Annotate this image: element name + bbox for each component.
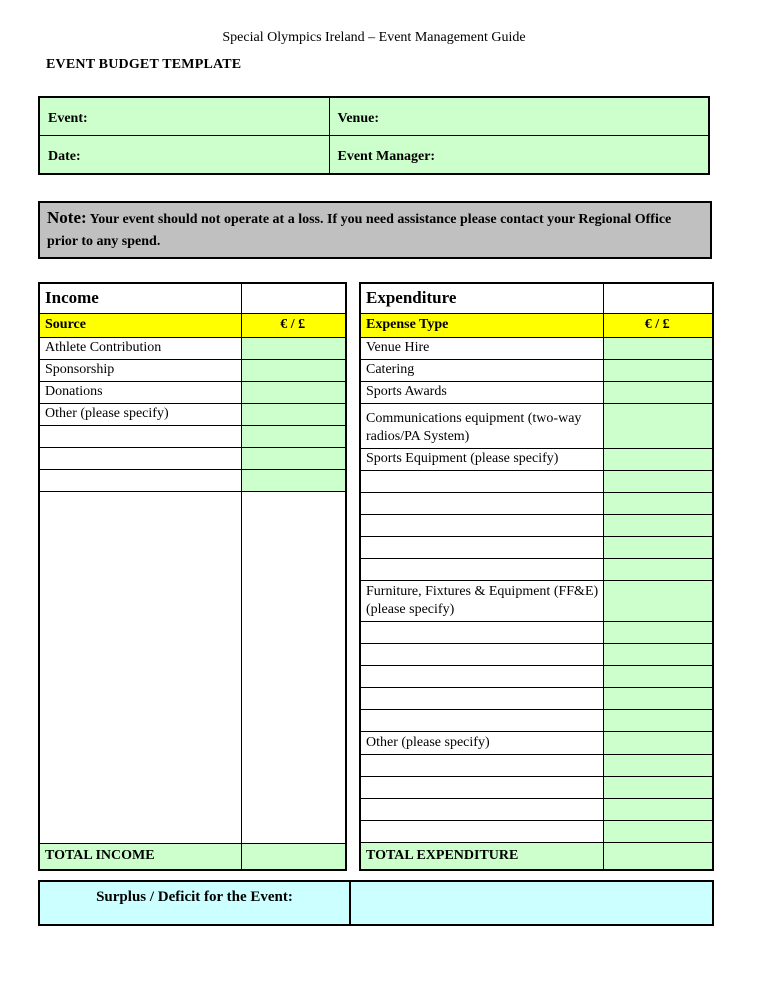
expense-row: [360, 754, 713, 776]
expense-type-cell: Communications equipment (two-way radios/PA System): [360, 404, 603, 448]
expense-type-cell[interactable]: [360, 688, 603, 710]
expenditure-title-spacer-cell: [603, 283, 713, 314]
expense-amount-cell[interactable]: [603, 688, 713, 710]
expense-amount-cell[interactable]: [603, 581, 713, 621]
expense-row: [360, 710, 713, 732]
income-table: [38, 282, 347, 871]
event-field[interactable]: Event:: [39, 97, 329, 136]
expense-amount-cell[interactable]: [603, 492, 713, 514]
expense-type-cell[interactable]: [360, 776, 603, 798]
surplus-deficit-value[interactable]: [351, 882, 712, 924]
income-row: [39, 403, 346, 425]
surplus-deficit-label: Surplus / Deficit for the Event:: [40, 882, 351, 924]
expense-row: [360, 820, 713, 842]
income-blank-amount-cell[interactable]: [241, 491, 346, 843]
income-row: [39, 381, 346, 403]
expense-row: [360, 382, 713, 404]
expense-type-cell: Other (please specify): [360, 732, 603, 754]
note-text: Your event should not operate at a loss. If you need assistance please contact your Regional Office prior to any spend.: [47, 212, 672, 249]
note-prefix: Note:: [47, 208, 87, 227]
expense-row: [360, 492, 713, 514]
expense-type-cell[interactable]: [360, 643, 603, 665]
income-row: [39, 469, 346, 491]
expense-amount-cell[interactable]: [603, 404, 713, 448]
income-blank-label-cell[interactable]: [39, 491, 241, 843]
budget-tables: [38, 282, 710, 871]
expense-row: [360, 559, 713, 581]
expenditure-total-label: TOTAL EXPENDITURE: [360, 843, 603, 870]
income-title-row: [39, 283, 346, 314]
income-amount-cell[interactable]: [241, 403, 346, 425]
expenditure-title-row: [360, 283, 713, 314]
expenditure-amount-header: € / £: [603, 313, 713, 337]
expenditure-total-row: [360, 843, 713, 870]
income-source-cell: Sponsorship: [39, 359, 241, 381]
expense-amount-cell[interactable]: [603, 643, 713, 665]
expense-type-cell[interactable]: [360, 492, 603, 514]
expenditure-table: [359, 282, 714, 871]
expense-amount-cell[interactable]: [603, 337, 713, 359]
expense-amount-cell[interactable]: [603, 537, 713, 559]
income-title-spacer-cell: [241, 283, 346, 314]
expense-row: [360, 621, 713, 643]
expense-type-header: Expense Type: [360, 313, 603, 337]
expense-type-cell[interactable]: [360, 798, 603, 820]
income-source-cell: Donations: [39, 381, 241, 403]
income-row: [39, 425, 346, 447]
expense-amount-cell[interactable]: [603, 798, 713, 820]
expense-row: [360, 448, 713, 470]
expense-type-cell: Catering: [360, 360, 603, 382]
expense-amount-cell[interactable]: [603, 559, 713, 581]
expense-type-cell[interactable]: [360, 710, 603, 732]
expense-amount-cell[interactable]: [603, 470, 713, 492]
expense-type-cell: Sports Awards: [360, 382, 603, 404]
expense-type-cell: Venue Hire: [360, 337, 603, 359]
income-title: Income: [39, 283, 241, 314]
event-manager-field[interactable]: Event Manager:: [329, 136, 709, 175]
event-info-table: [38, 96, 710, 175]
expense-amount-cell[interactable]: [603, 382, 713, 404]
income-source-cell[interactable]: [39, 447, 241, 469]
expense-amount-cell[interactable]: [603, 360, 713, 382]
income-source-cell[interactable]: [39, 425, 241, 447]
income-source-cell: Other (please specify): [39, 403, 241, 425]
income-total-value[interactable]: [241, 843, 346, 870]
expense-row: [360, 360, 713, 382]
venue-field[interactable]: Venue:: [329, 97, 709, 136]
event-info-row: [39, 136, 709, 175]
expense-type-cell[interactable]: [360, 515, 603, 537]
expense-type-cell[interactable]: [360, 754, 603, 776]
income-amount-cell[interactable]: [241, 447, 346, 469]
surplus-deficit-box: [38, 880, 714, 926]
income-blank-area: [39, 491, 346, 843]
income-row: [39, 447, 346, 469]
income-total-row: [39, 843, 346, 870]
expense-row: [360, 537, 713, 559]
expense-type-cell[interactable]: [360, 559, 603, 581]
event-info-row: [39, 97, 709, 136]
expenditure-title: Expenditure: [360, 283, 603, 314]
expense-row: [360, 732, 713, 754]
income-header-row: [39, 313, 346, 337]
expense-type-cell[interactable]: [360, 537, 603, 559]
expense-type-cell[interactable]: [360, 621, 603, 643]
expense-row: [360, 337, 713, 359]
expenditure-total-value[interactable]: [603, 843, 713, 870]
expense-row: [360, 776, 713, 798]
expense-amount-cell[interactable]: [603, 754, 713, 776]
page-title: EVENT BUDGET TEMPLATE: [46, 57, 242, 72]
income-amount-cell[interactable]: [241, 425, 346, 447]
income-amount-cell[interactable]: [241, 469, 346, 491]
expense-row: [360, 470, 713, 492]
expense-amount-cell[interactable]: [603, 710, 713, 732]
expense-amount-cell[interactable]: [603, 820, 713, 842]
expense-amount-cell[interactable]: [603, 776, 713, 798]
income-row: [39, 359, 346, 381]
expense-amount-cell[interactable]: [603, 621, 713, 643]
income-source-cell: Athlete Contribution: [39, 337, 241, 359]
expense-type-cell[interactable]: [360, 820, 603, 842]
income-source-cell[interactable]: [39, 469, 241, 491]
expenditure-header-row: [360, 313, 713, 337]
income-amount-cell[interactable]: [241, 337, 346, 359]
expense-row: [360, 581, 713, 621]
expense-row: [360, 515, 713, 537]
note-box: [38, 201, 712, 259]
document-header: Special Olympics Ireland – Event Management Guide: [222, 30, 526, 45]
expense-amount-cell[interactable]: [603, 515, 713, 537]
expense-type-cell[interactable]: [360, 470, 603, 492]
expense-amount-cell[interactable]: [603, 665, 713, 687]
expense-type-cell: Furniture, Fixtures & Equipment (FF&E) (please specify): [360, 581, 603, 621]
income-row: [39, 337, 346, 359]
expense-row: [360, 404, 713, 448]
expense-row: [360, 798, 713, 820]
income-total-label: TOTAL INCOME: [39, 843, 241, 870]
date-field[interactable]: Date:: [39, 136, 329, 175]
income-amount-header: € / £: [241, 313, 346, 337]
expense-type-cell[interactable]: [360, 665, 603, 687]
income-amount-cell[interactable]: [241, 359, 346, 381]
income-amount-cell[interactable]: [241, 381, 346, 403]
expense-row: [360, 665, 713, 687]
income-source-header: Source: [39, 313, 241, 337]
expense-amount-cell[interactable]: [603, 732, 713, 754]
expense-row: [360, 643, 713, 665]
expense-amount-cell[interactable]: [603, 448, 713, 470]
expense-row: [360, 688, 713, 710]
expense-type-cell: Sports Equipment (please specify): [360, 448, 603, 470]
